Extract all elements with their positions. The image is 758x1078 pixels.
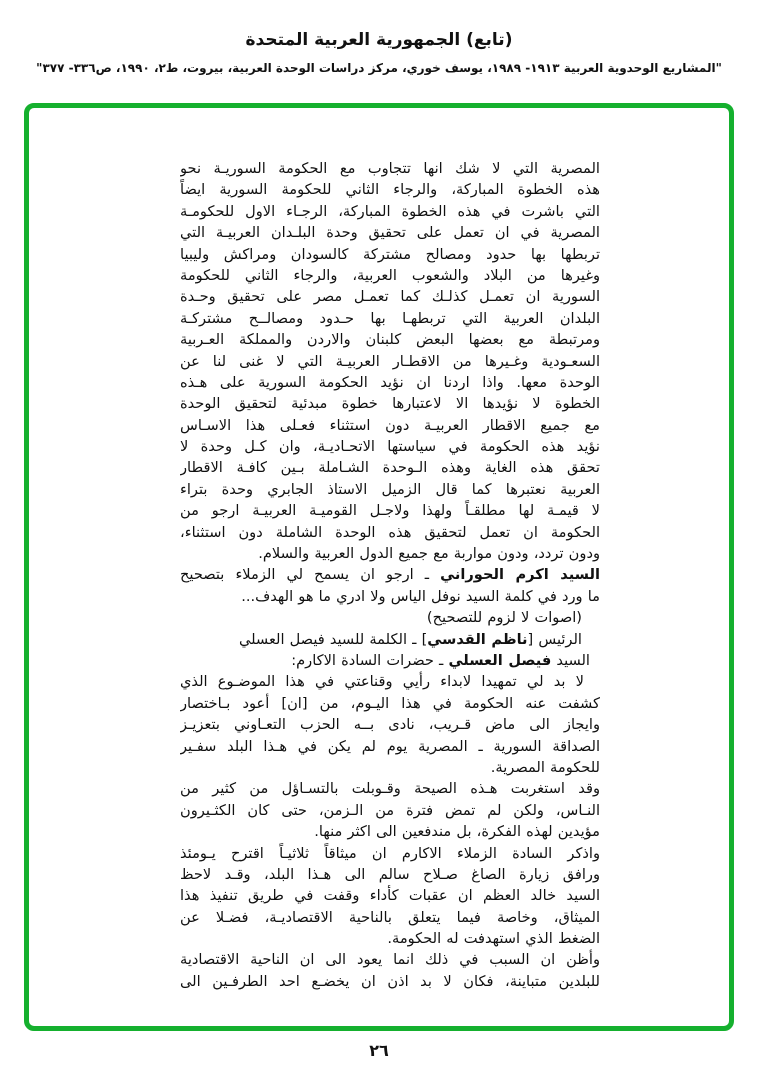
source-citation: "المشاريع الوحدوية العربية ١٩١٣- ١٩٨٩، يوسف خوري، مركز دراسات الوحدة العربية، بيروت، ط٢، ١٩٩٠، ص٣٣٦- ٣٧٧" xyxy=(36,61,722,75)
line-text: الضغط الذي استهدفت له الحكومة. xyxy=(387,930,600,948)
line-text: ومرتبطة مع بعضها البعض كلبنان والاردن والمملكة العـربية xyxy=(180,331,600,349)
text-line xyxy=(180,372,600,393)
line-text: ـ حضرات السادة الاكارم: xyxy=(291,651,449,669)
line-text: المصرية التي لا شك انها تتجاوب مع الحكومة السوريـة نحو xyxy=(180,160,600,177)
line-text: ] ـ الكلمة للسيد فيصل العسلي xyxy=(238,630,428,648)
line-text: نؤيد هذه الحكومة في سياستها الاتحـاديـة، وان كـل وحدة لا xyxy=(180,438,600,456)
line-text: للحكومة المصرية. xyxy=(490,758,600,776)
text-line xyxy=(180,286,600,307)
text-line xyxy=(180,885,600,906)
line-text: ـ ارجو ان يسمح لي الزملاء بتصحيح xyxy=(180,566,441,584)
line-text: السعـودية وغـيرها من الاقطـار العربيـة التي لا غنى لنا عن xyxy=(180,352,600,370)
text-line xyxy=(180,564,600,585)
line-text: وغيرها من البلاد والشعوب العربية، والرجاء الثاني للحكومة xyxy=(180,266,600,284)
line-text: السورية ان تعمـل كذلـك كما تعمـل مصر على تحقيق وحـدة xyxy=(180,288,600,306)
text-line xyxy=(180,351,600,372)
text-line xyxy=(180,265,600,286)
text-line xyxy=(180,949,600,970)
line-text: الرئيس [ xyxy=(527,630,582,648)
line-text: ودون تردد، ودون مواربة مع جميع الدول العربية والسلام. xyxy=(258,545,600,563)
text-line xyxy=(180,201,600,222)
line-text: كشفت عنه الحكومة في هذا اليـوم، من [ان] أعود بـاختصار xyxy=(180,694,600,712)
page-title: (تابع) الجمهورية العربية المتحدة xyxy=(245,30,513,50)
line-text: الميثاق، وخاصة فيما يتعلق بالناحية الاقتصاديـة، فضـلا عن xyxy=(180,908,600,926)
line-text: التي باشرت في هذه الخطوة المباركة، الرجـاء الاول للحكومـة xyxy=(180,202,600,220)
line-text: السيد خالد العظم ان عقبات كأداء وقفت في طريق تنفيذ هذا xyxy=(180,887,600,905)
text-line xyxy=(180,800,600,821)
text-line xyxy=(180,821,600,842)
line-text: لا بد لي تمهيدا لابداء رأيي وقناعتي في هذا الموضـوع الذي xyxy=(180,673,584,691)
text-line xyxy=(180,714,600,735)
line-text: ما ورد في كلمة السيد نوفل الياس ولا ادري ما هو الهدف... xyxy=(241,587,600,605)
text-line xyxy=(180,843,600,864)
text-line xyxy=(180,179,600,200)
line-text: العربية نعتبرها كما قال الزميل الاستاذ الجابري وحدة بتراء xyxy=(180,480,600,498)
text-line xyxy=(180,629,600,650)
text-line xyxy=(180,329,600,350)
speaker-name: فيصل العسلي xyxy=(448,651,552,669)
page-number: ٢٦ xyxy=(369,1041,389,1060)
line-text: للبلدين متباينة، فكان لا بد اذن ان يخضـع احد الطرفـين الى xyxy=(180,972,600,990)
text-line xyxy=(180,971,600,992)
text-line xyxy=(180,907,600,928)
line-text: ورافق زيارة الصاغ صـلاح سالم الى هـذا البلد، وقـد لاحظ xyxy=(180,865,600,883)
line-text: المصرية في ان تعمل على تحقيق وحدة البلـدان العربيـة التي xyxy=(180,224,600,242)
speaker-name: ناظم القدسي xyxy=(427,630,528,648)
line-text: هذه الخطوة المباركة، والرجاء الثاني للحكومة السورية ايضاً xyxy=(180,181,600,199)
line-text: تحقق هذه الغاية وهذه الـوحدة الشـاملة بـين كافـة الاقطار xyxy=(180,459,600,477)
text-line xyxy=(180,650,600,671)
line-text: وقد استغربت هـذه الصيحة وقـوبلت بالتسـاؤل من كثير من xyxy=(180,780,600,798)
text-line xyxy=(180,736,600,757)
line-text: الصداقة السورية ـ المصرية يوم لم يكن في هـذا البلد سفـير xyxy=(180,737,600,755)
text-line xyxy=(180,158,600,179)
text-line xyxy=(180,693,600,714)
line-text: النـاس، ولكن لم تمض فترة من الـزمن، حتى كان الكثـيرون xyxy=(180,801,600,819)
text-line xyxy=(180,671,600,692)
text-line xyxy=(180,757,600,778)
line-text: الحكومة ان تعمل لتحقيق هذه الوحدة الشاملة دون استثناء، xyxy=(180,523,600,541)
text-line xyxy=(180,543,600,564)
line-text: الخطوة لا نؤيدها الا لاعتبارها خطوة مبدئية لتحقيق الوحدة xyxy=(180,395,600,413)
text-line xyxy=(180,778,600,799)
line-text: السيد xyxy=(551,651,590,669)
text-line xyxy=(180,928,600,949)
text-line xyxy=(180,308,600,329)
line-text: مؤيدين لهذه الفكرة، بل مندفعين الى اكثر منها. xyxy=(314,823,600,841)
text-line xyxy=(180,457,600,478)
line-text: وايجاز الى ماض قـريب، نادى بــه الحزب التعـاوني بتعزيـز xyxy=(180,716,600,734)
line-text: وأظن ان السبب في ذلك انما يعود الى ان الناحية الاقتصادية xyxy=(180,951,600,969)
line-text: تربطها بها حدود ومصالح مشتركة كالسودان ومراكش وليبيا xyxy=(180,245,600,263)
text-line xyxy=(180,393,600,414)
line-text: واذكر السادة الزملاء الاكارم ان ميثاقاً ثلاثيـاً اقترح يـومئذ xyxy=(180,844,600,862)
line-text: مع جميع الاقطار العربيـة دون استثناء فعـلى هذا الاسـاس xyxy=(180,416,600,434)
text-column xyxy=(180,158,600,992)
text-line xyxy=(180,244,600,265)
line-text: (اصوات لا لزوم للتصحيح) xyxy=(426,609,582,627)
text-line xyxy=(180,607,600,628)
text-line xyxy=(180,500,600,521)
text-line xyxy=(180,522,600,543)
text-line xyxy=(180,864,600,885)
line-text: لا قيمـة لها مطلقـاً ولهذا ولاجـل القوميـة العربيـة ارجو من xyxy=(180,502,600,520)
text-line xyxy=(180,586,600,607)
text-line xyxy=(180,479,600,500)
speaker-name: السيد اكرم الحوراني xyxy=(440,566,600,584)
text-line xyxy=(180,222,600,243)
line-text: الوحدة معها. واذا اردنا ان نؤيد الحكومة السورية على هـذه xyxy=(180,373,600,391)
text-line xyxy=(180,436,600,457)
text-line xyxy=(180,415,600,436)
line-text: البلدان العربية التي تربطهـا بها حـدود ومصالــح مشتركـة xyxy=(180,309,600,327)
